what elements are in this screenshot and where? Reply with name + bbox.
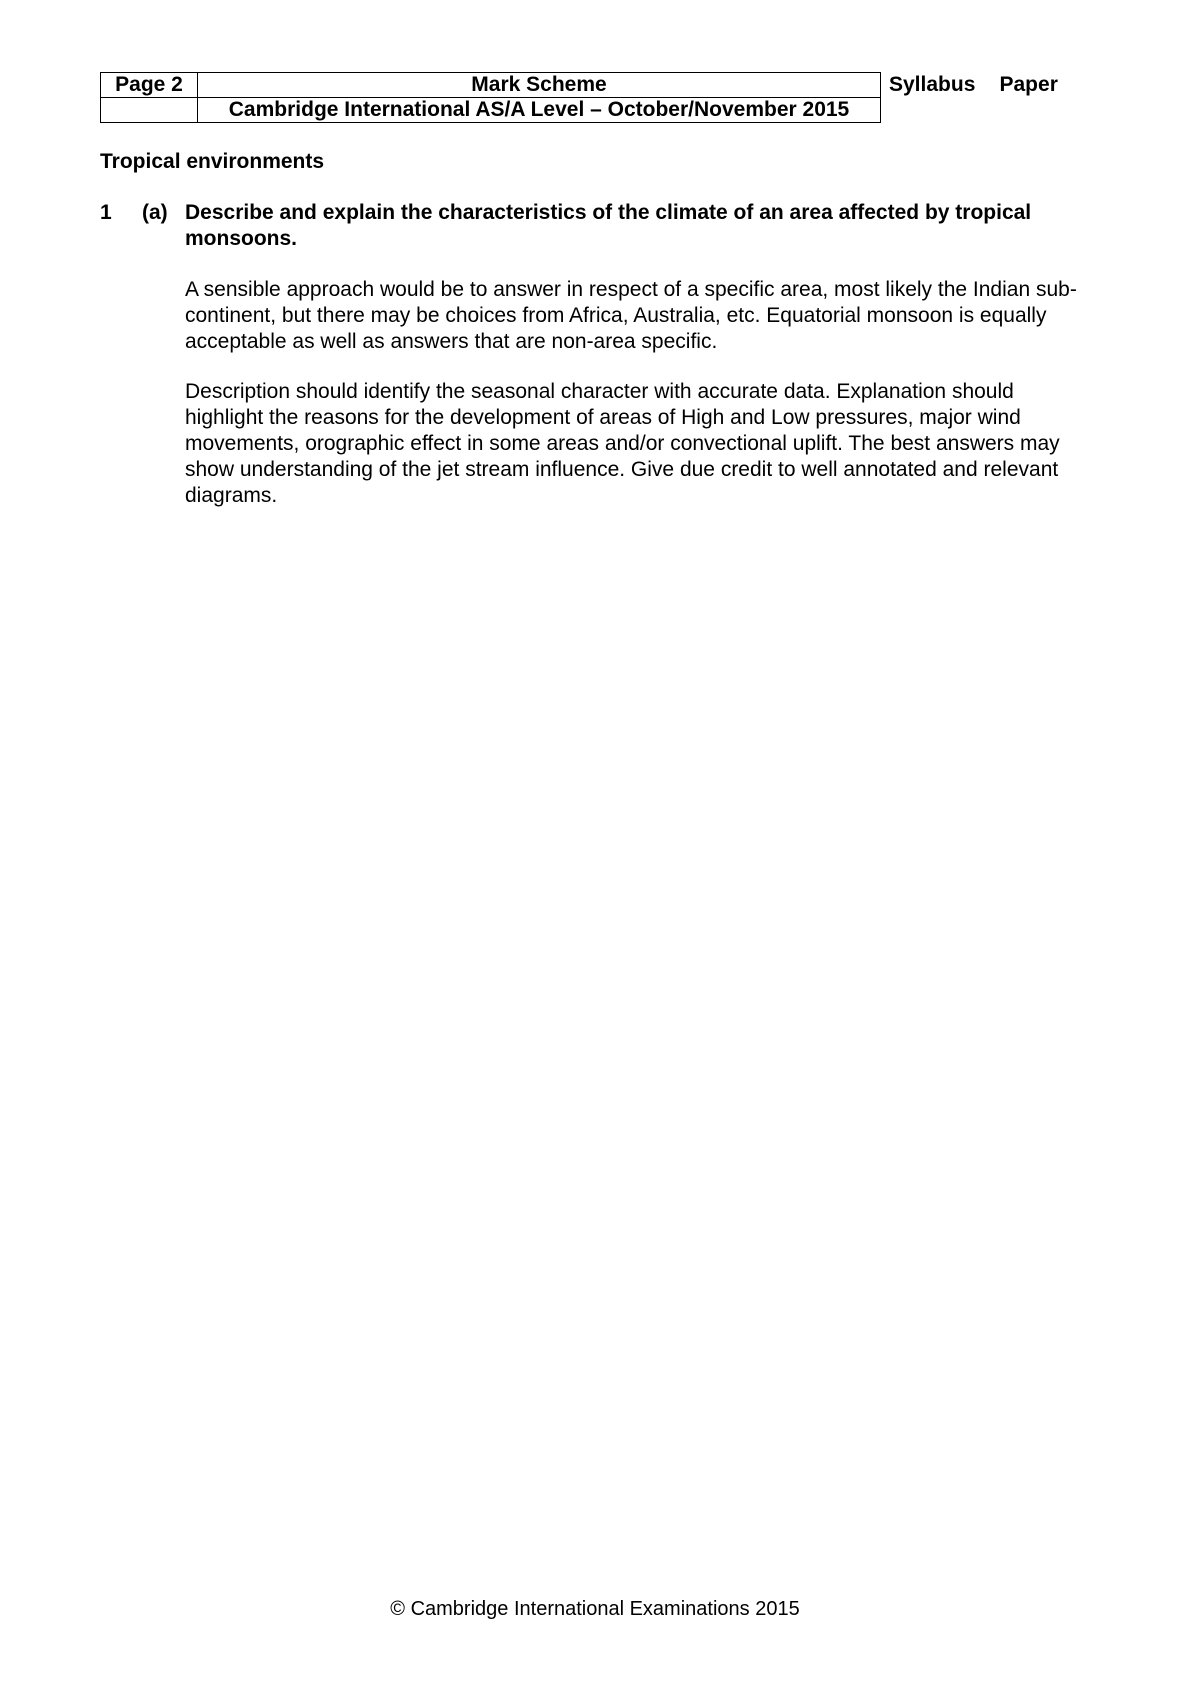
question-prompt: Describe and explain the characteristics of the climate of an area affected by tropical monsoons.	[185, 201, 1032, 250]
header-row-1	[101, 73, 1076, 98]
syllabus-value	[881, 98, 994, 123]
copyright-footer: © Cambridge International Examinations 2015	[390, 1598, 800, 1620]
question-part: (a)	[142, 201, 168, 224]
answer-guidance-paragraph: Description should identify the seasonal character with accurate data. Explanation should highlight the reasons for the development of areas of High and Low pressures, major wind movements, orographic effect in some areas and/or convectional uplift. The best answers may show understanding of the jet stream influence. Give due credit to well annotated and relevant diagrams.	[185, 380, 1060, 507]
page-number: Page 2	[101, 73, 198, 98]
exam-session-subtitle: Cambridge International AS/A Level – October/November 2015	[198, 98, 881, 123]
mark-scheme-title: Mark Scheme	[198, 73, 881, 98]
paper-label: Paper	[999, 73, 1058, 96]
paper-value	[994, 98, 1076, 123]
page-header-table	[100, 72, 1076, 123]
header-row-2	[101, 98, 1076, 123]
answer-guidance-paragraph: A sensible approach would be to answer in respect of a specific area, most likely the Indian sub-continent, but there may be choices from Africa, Australia, etc. Equatorial monsoon is equally acceptable as well as answers that are non-area specific.	[185, 278, 1077, 353]
question-number: 1	[100, 201, 112, 224]
section-title: Tropical environments	[100, 150, 325, 173]
syllabus-label: Syllabus	[889, 73, 976, 96]
empty-cell	[101, 98, 198, 123]
